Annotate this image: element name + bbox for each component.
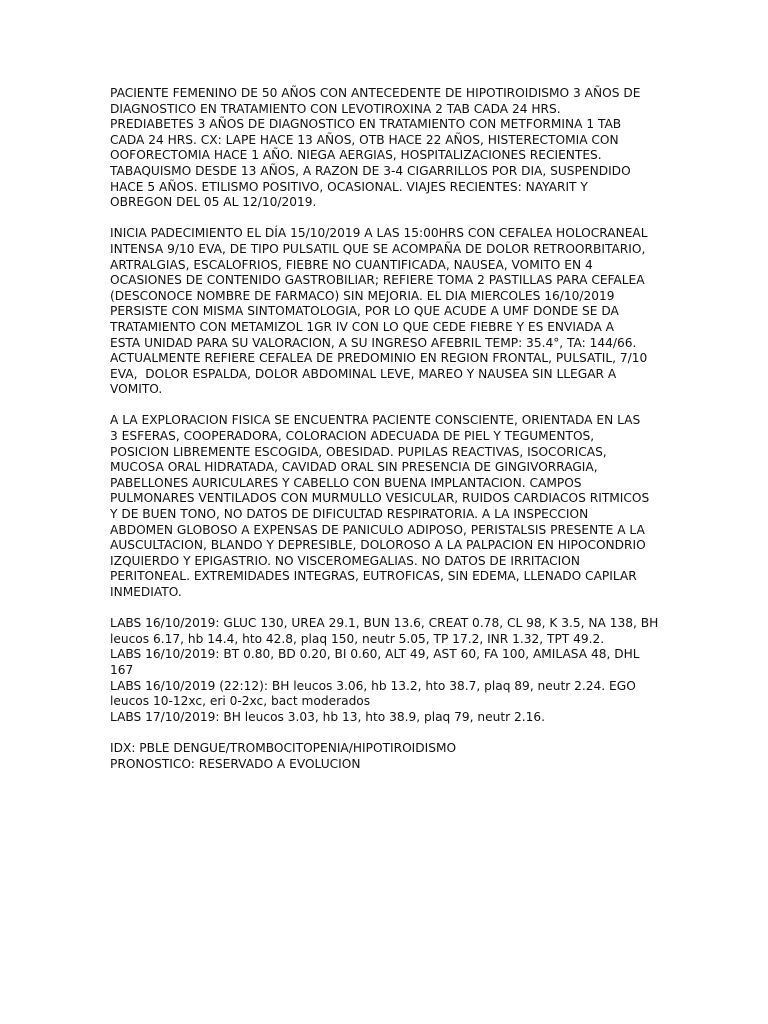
text-line: A LA EXPLORACION FISICA SE ENCUENTRA PACIENTE CONSCIENTE, ORIENTADA EN LAS — [110, 413, 641, 428]
text-line: OOFORECTOMIA HACE 1 AÑO. NIEGA AERGIAS, HOSPITALIZACIONES RECIENTES. — [110, 148, 602, 163]
text-line: LABS 17/10/2019: BH leucos 3.03, hb 13, hto 38.9, plaq 79, neutr 2.16. — [110, 709, 546, 724]
text-line: (DESCONOCE NOMBRE DE FARMACO) SIN MEJORIA. EL DIA MIERCOLES 16/10/2019 — [110, 288, 615, 303]
text-line: ARTRALGIAS, ESCALOFRIOS, FIEBRE NO CUANTIFICADA, NAUSEA, VOMITO EN 4 — [110, 257, 593, 272]
text-line: AUSCULTACION, BLANDO Y DEPRESIBLE, DOLOROSO A LA PALPACION EN HIPOCONDRIO — [110, 538, 646, 553]
text-line: Y DE BUEN TONO, NO DATOS DE DIFICULTAD RESPIRATORIA. A LA INSPECCION — [110, 507, 589, 522]
paragraph-antecedentes — [110, 86, 658, 211]
text-line: INMEDIATO. — [110, 585, 182, 599]
text-line: PACIENTE FEMENINO DE 50 AÑOS CON ANTECEDENTE DE HIPOTIROIDISMO 3 AÑOS DE — [110, 86, 641, 100]
text-line: IDX: PBLE DENGUE/TROMBOCITOPENIA/HIPOTIROIDISMO — [110, 740, 457, 755]
text-line: TRATAMIENTO CON METAMIZOL 1GR IV CON LO QUE CEDE FIEBRE Y ES ENVIADA A — [110, 319, 615, 334]
text-line: TABAQUISMO DESDE 13 AÑOS, A RAZON DE 3-4 CIGARRILLOS POR DIA, SUSPENDIDO — [110, 163, 631, 178]
text-line: 167 — [110, 662, 134, 677]
text-line: PERSISTE CON MISMA SINTOMATOLOGIA, POR LO QUE ACUDE A UMF DONDE SE DA — [110, 304, 619, 319]
text-line: PABELLONES AURICULARES Y CABELLO CON BUENA IMPLANTACION. CAMPOS — [110, 475, 582, 490]
text-line: 3 ESFERAS, COOPERADORA, COLORACION ADECUADA DE PIEL Y TEGUMENTOS, — [110, 429, 595, 444]
text-line: INTENSA 9/10 EVA, DE TIPO PULSATIL QUE SE ACOMPAÑA DE DOLOR RETROORBITARIO, — [110, 241, 646, 256]
text-line: LABS 16/10/2019: BT 0.80, BD 0.20, BI 0.60, ALT 49, AST 60, FA 100, AMILASA 48, DHL — [110, 647, 640, 662]
text-line: leucos 6.17, hb 14.4, hto 42.8, plaq 150, neutr 5.05, TP 17.2, INR 1.32, TPT 49.2. — [110, 631, 605, 646]
text-line: VOMITO. — [110, 382, 163, 397]
paragraph-diagnostico-pronostico — [110, 741, 658, 772]
text-line: HACE 5 AÑOS. ETILISMO POSITIVO, OCASIONAL. VIAJES RECIENTES: NAYARIT Y — [110, 179, 588, 194]
text-line: LABS 16/10/2019: GLUC 130, UREA 29.1, BUN 13.6, CREAT 0.78, CL 98, K 3.5, NA 138, BH — [110, 616, 659, 631]
text-line: PERITONEAL. EXTREMIDADES INTEGRAS, EUTROFICAS, SIN EDEMA, LLENADO CAPILAR — [110, 569, 637, 584]
text-line: EVA, DOLOR ESPALDA, DOLOR ABDOMINAL LEVE, MAREO Y NAUSEA SIN LLEGAR A — [110, 366, 617, 381]
text-line: POSICION LIBREMENTE ESCOGIDA, OBESIDAD. PUPILAS REACTIVAS, ISOCORICAS, — [110, 444, 607, 459]
paragraph-laboratorios — [110, 616, 658, 725]
text-line: IZQUIERDO Y EPIGASTRIO. NO VISCEROMEGALIAS. NO DATOS DE IRRITACION — [110, 553, 580, 568]
text-line: PULMONARES VENTILADOS CON MURMULLO VESICULAR, RUIDOS CARDIACOS RITMICOS — [110, 491, 650, 506]
paragraph-exploracion-fisica — [110, 413, 658, 600]
text-line: ESTA UNIDAD PARA SU VALORACION, A SU INGRESO AFEBRIL TEMP: 35.4°, TA: 144/66. — [110, 335, 637, 350]
text-line: PRONOSTICO: RESERVADO A EVOLUCION — [110, 756, 361, 771]
text-line: ABDOMEN GLOBOSO A EXPENSAS DE PANICULO ADIPOSO, PERISTALSIS PRESENTE A LA — [110, 522, 645, 537]
text-line: LABS 16/10/2019 (22:12): BH leucos 3.06, hb 13.2, hto 38.7, plaq 89, neutr 2.24. EGO — [110, 678, 636, 693]
text-line: ACTUALMENTE REFIERE CEFALEA DE PREDOMINIO EN REGION FRONTAL, PULSATIL, 7/10 — [110, 351, 648, 366]
text-line: CADA 24 HRS. CX: LAPE HACE 13 AÑOS, OTB HACE 22 AÑOS, HISTERECTOMIA CON — [110, 132, 619, 147]
text-line: OCASIONES DE CONTENIDO GASTROBILIAR; REFIERE TOMA 2 PASTILLAS PARA CEFALEA — [110, 273, 645, 288]
text-line: MUCOSA ORAL HIDRATADA, CAVIDAD ORAL SIN PRESENCIA DE GINGIVORRAGIA, — [110, 460, 598, 475]
clinical-note-page — [110, 86, 658, 788]
text-line: INICIA PADECIMIENTO EL DÍA 15/10/2019 A LAS 15:00HRS CON CEFALEA HOLOCRANEAL — [110, 226, 648, 241]
text-line: leucos 10-12xc, eri 0-2xc, bact moderados — [110, 694, 371, 709]
text-line: OBREGON DEL 05 AL 12/10/2019. — [110, 195, 317, 210]
text-line: PREDIABETES 3 AÑOS DE DIAGNOSTICO EN TRATAMIENTO CON METFORMINA 1 TAB — [110, 117, 622, 132]
text-line: DIAGNOSTICO EN TRATAMIENTO CON LEVOTIROXINA 2 TAB CADA 24 HRS. — [110, 101, 561, 116]
paragraph-padecimiento-actual — [110, 226, 658, 398]
